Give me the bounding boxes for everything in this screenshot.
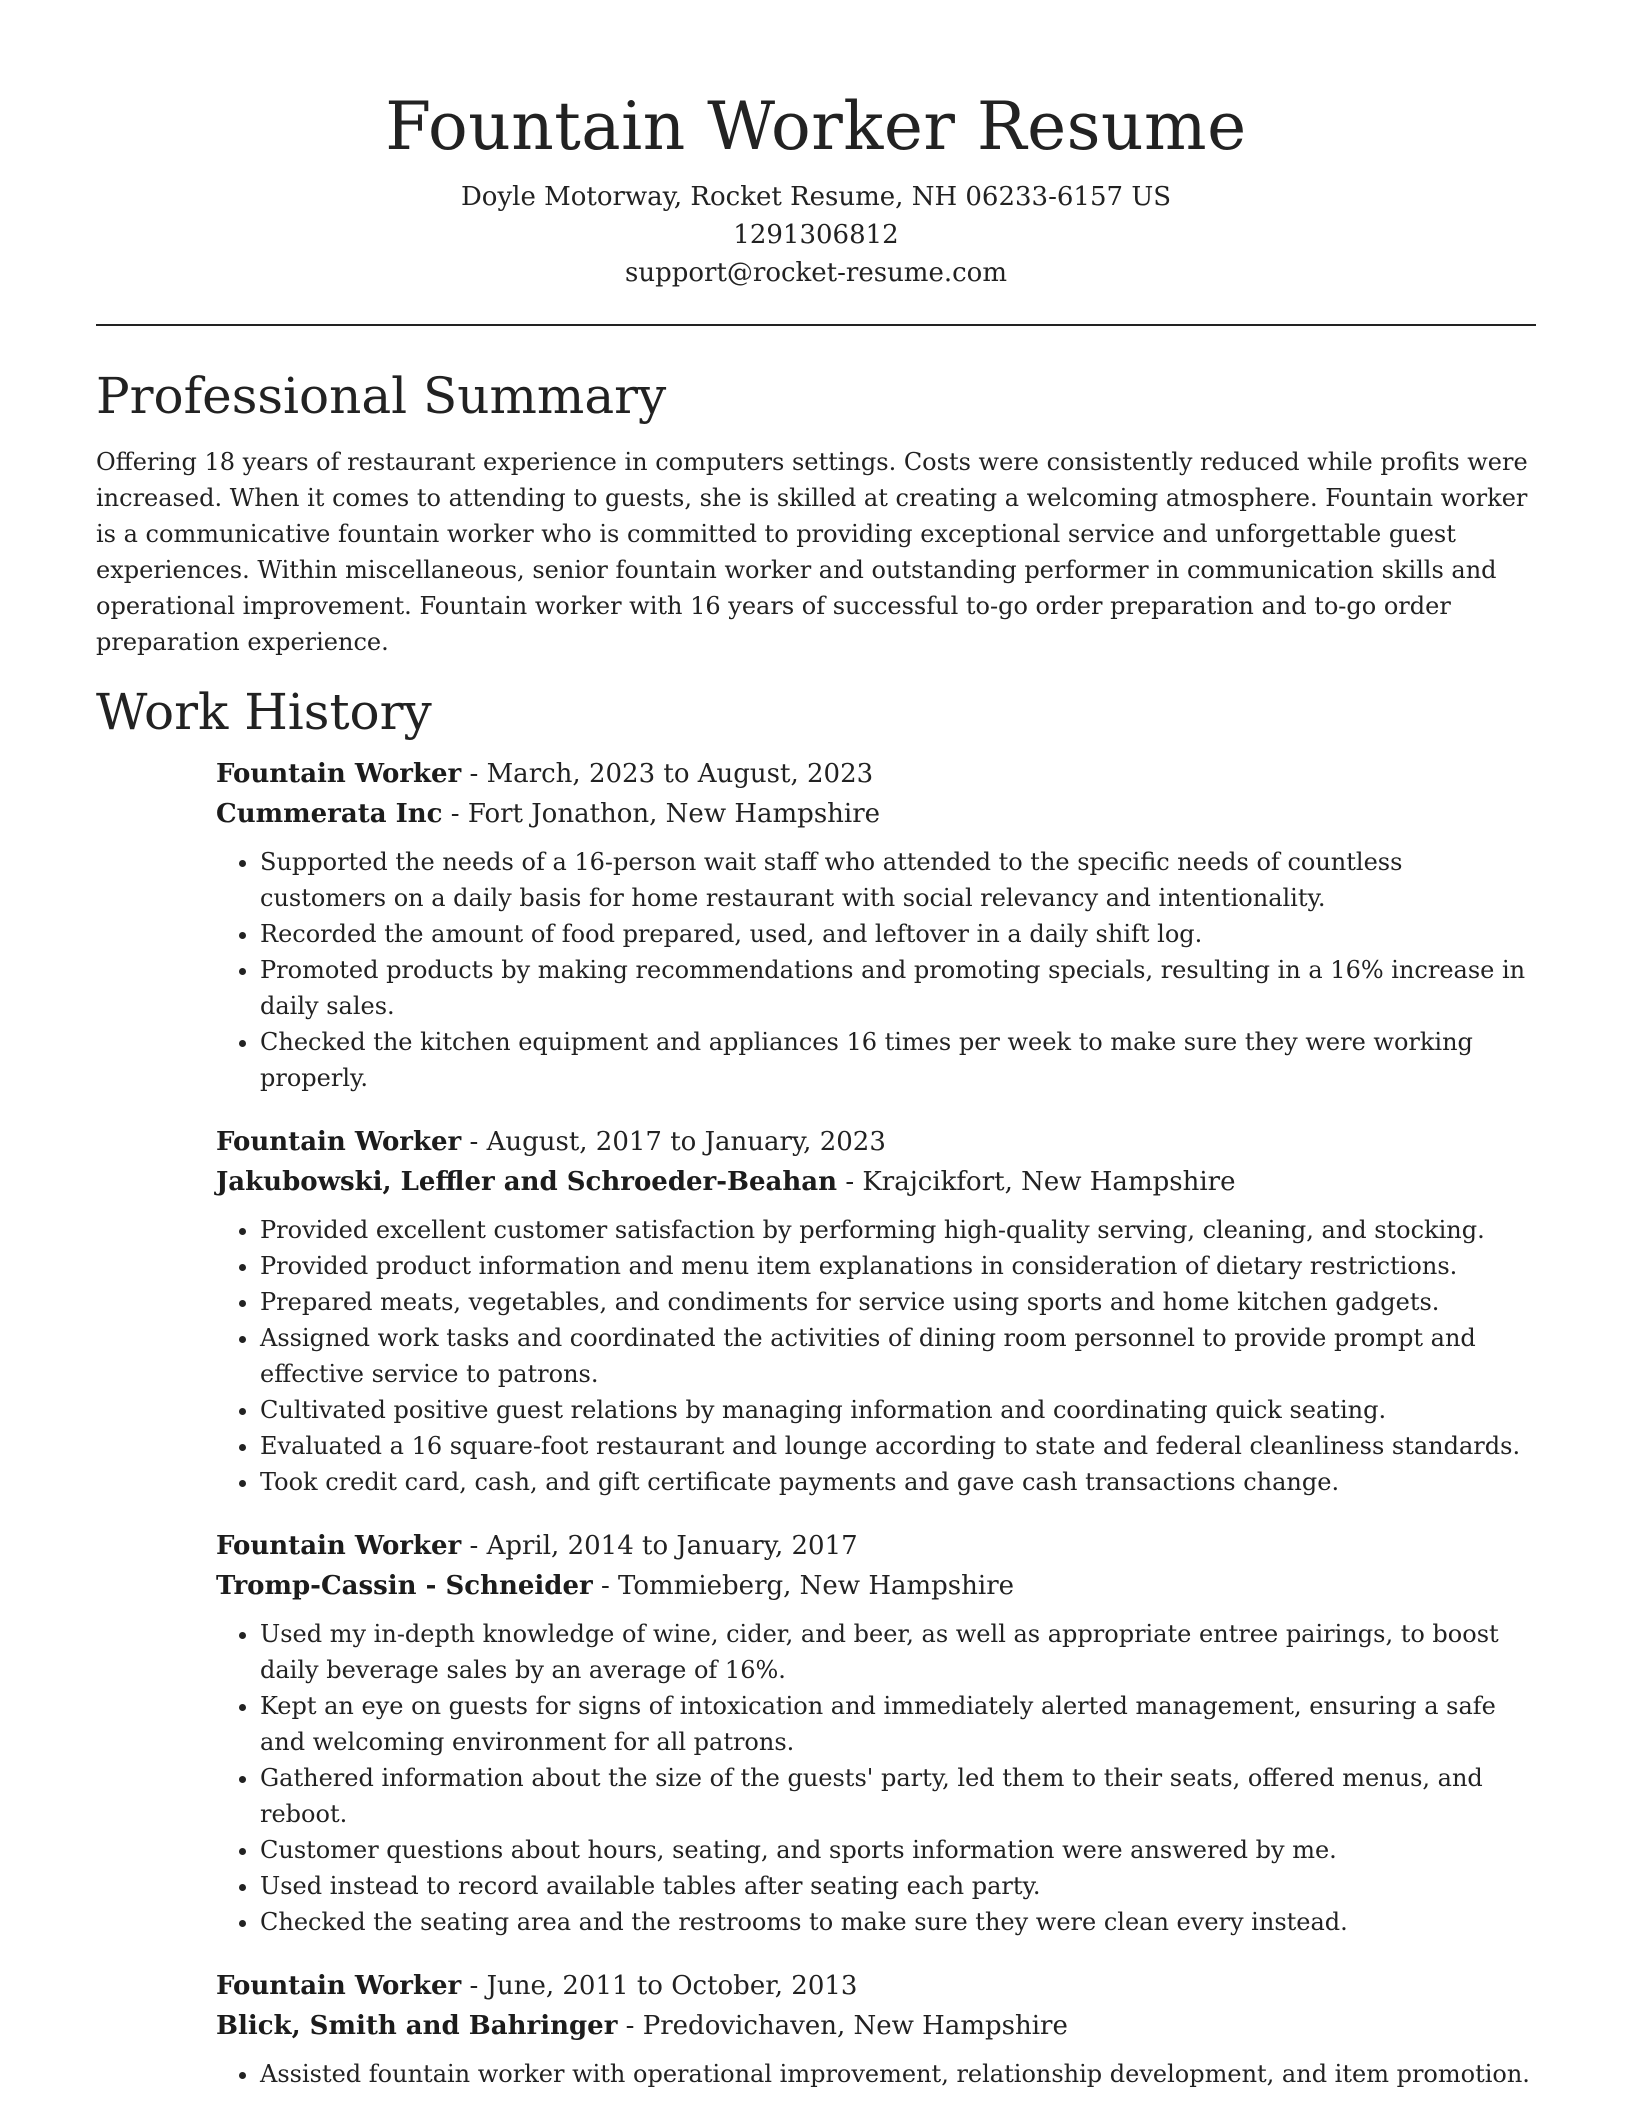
- job-bullet: • Checked the seating area and the restrooms to make sure they were clean every instead.: [260, 1904, 1536, 1940]
- job-title: Fountain Worker: [216, 1531, 462, 1561]
- job-dates: - March, 2023 to August, 2023: [461, 759, 874, 789]
- job-bullet: • Prepared meats, vegetables, and condiments for service using sports and home kitchen gadgets.: [260, 1284, 1536, 1320]
- job-title-line: [216, 1966, 1536, 2006]
- job-bullet: • Assigned work tasks and coordinated the activities of dining room personnel to provide prompt and effective service to patrons.: [260, 1320, 1536, 1392]
- job-location: - Predovichaven, New Hampshire: [617, 2011, 1068, 2041]
- job-company-line: [216, 1566, 1536, 1606]
- job-bullet: • Evaluated a 16 square-foot restaurant and lounge according to state and federal cleanliness standards.: [260, 1428, 1536, 1464]
- job-entry: [216, 1966, 1536, 2092]
- address-text: Doyle Motorway, Rocket Resume, NH 06233-6157 US: [460, 182, 1172, 212]
- job-company: Jakubowski, Leffler and Schroeder-Beahan: [216, 1167, 838, 1197]
- resume-title: Fountain Worker Resume: [385, 88, 1247, 165]
- job-bullet: • Assisted fountain worker with operational improvement, relationship development, and item promotion.: [260, 2056, 1536, 2092]
- job-company-line: [216, 2006, 1536, 2046]
- resume-header: [96, 0, 1536, 292]
- job-title: Fountain Worker: [216, 1971, 462, 2001]
- job-location: - Fort Jonathon, New Hampshire: [442, 799, 881, 829]
- professional-summary-heading: Professional Summary: [96, 367, 667, 425]
- job-company: Tromp-Cassin - Schneider: [216, 1571, 593, 1601]
- job-bullet-list: [216, 1212, 1536, 1500]
- job-bullet: • Used my in-depth knowledge of wine, cider, and beer, as well as appropriate entree pairings, to boost daily beverage sales by an average of 16%.: [260, 1616, 1536, 1688]
- contact-info: [96, 178, 1536, 292]
- job-bullet-list: [216, 1616, 1536, 1940]
- job-bullet: • Supported the needs of a 16-person wait staff who attended to the specific needs of countless customers on a daily basis for home restaurant with social relevancy and intentionality.: [260, 844, 1536, 916]
- email-link[interactable]: support@rocket-resume.com: [624, 258, 1007, 288]
- job-company-line: [216, 1162, 1536, 1202]
- job-bullet: • Cultivated positive guest relations by managing information and coordinating quick seating.: [260, 1392, 1536, 1428]
- job-bullet-list: [216, 844, 1536, 1096]
- job-title-line: [216, 1526, 1536, 1566]
- job-bullet-list: [216, 2056, 1536, 2092]
- job-title-line: [216, 754, 1536, 794]
- job-entry: [216, 1122, 1536, 1500]
- job-bullet: • Promoted products by making recommendations and promoting specials, resulting in a 16% increase in daily sales.: [260, 952, 1536, 1024]
- header-divider: [96, 324, 1536, 326]
- work-history-section: [96, 682, 1536, 2092]
- job-bullet: • Customer questions about hours, seating, and sports information were answered by me.: [260, 1832, 1536, 1868]
- job-company: Blick, Smith and Bahringer: [216, 2011, 618, 2041]
- job-entry: [216, 1526, 1536, 1940]
- job-title: Fountain Worker: [216, 1127, 462, 1157]
- phone-text: 1291306812: [733, 220, 899, 250]
- job-bullet: • Provided excellent customer satisfaction by performing high-quality serving, cleaning, and stocking.: [260, 1212, 1536, 1248]
- job-location: - Krajcikfort, New Hampshire: [837, 1167, 1236, 1197]
- resume-page: [96, 0, 1536, 2118]
- job-bullet: • Kept an eye on guests for signs of intoxication and immediately alerted management, ensuring a safe and welcoming environment for all patrons.: [260, 1688, 1536, 1760]
- job-bullet: • Used instead to record available tables after seating each party.: [260, 1868, 1536, 1904]
- job-bullet: • Took credit card, cash, and gift certificate payments and gave cash transactions change.: [260, 1464, 1536, 1500]
- job-title-line: [216, 1122, 1536, 1162]
- job-bullet: • Gathered information about the size of the guests' party, led them to their seats, offered menus, and reboot.: [260, 1760, 1536, 1832]
- job-dates: - April, 2014 to January, 2017: [461, 1531, 858, 1561]
- job-bullet: • Checked the kitchen equipment and appliances 16 times per week to make sure they were working properly.: [260, 1024, 1536, 1096]
- job-bullet: • Recorded the amount of food prepared, used, and leftover in a daily shift log.: [260, 916, 1536, 952]
- job-dates: - June, 2011 to October, 2013: [461, 1971, 858, 2001]
- job-bullet: • Provided product information and menu item explanations in consideration of dietary restrictions.: [260, 1248, 1536, 1284]
- job-company-line: [216, 794, 1536, 834]
- job-title: Fountain Worker: [216, 759, 462, 789]
- professional-summary-text: Offering 18 years of restaurant experience in computers settings. Costs were consistently reduced while profits were increased. When it comes to attending to guests, she is skilled at creating a welcoming atmosphere. Fountain worker is a communicative fountain worker who is committed to providing exceptional service and unforgettable guest experiences. Within miscellaneous, senior fountain worker and outstanding performer in communication skills and operational improvement. Fountain worker with 16 years of successful to-go order preparation and to-go order preparation experience.: [96, 448, 1528, 656]
- job-dates: - August, 2017 to January, 2023: [461, 1127, 886, 1157]
- professional-summary-section: [96, 366, 1536, 660]
- job-entry: [216, 754, 1536, 1096]
- job-list: [216, 754, 1536, 2092]
- job-company: Cummerata Inc: [216, 799, 443, 829]
- work-history-heading: Work History: [96, 683, 432, 741]
- job-location: - Tommieberg, New Hampshire: [592, 1571, 1015, 1601]
